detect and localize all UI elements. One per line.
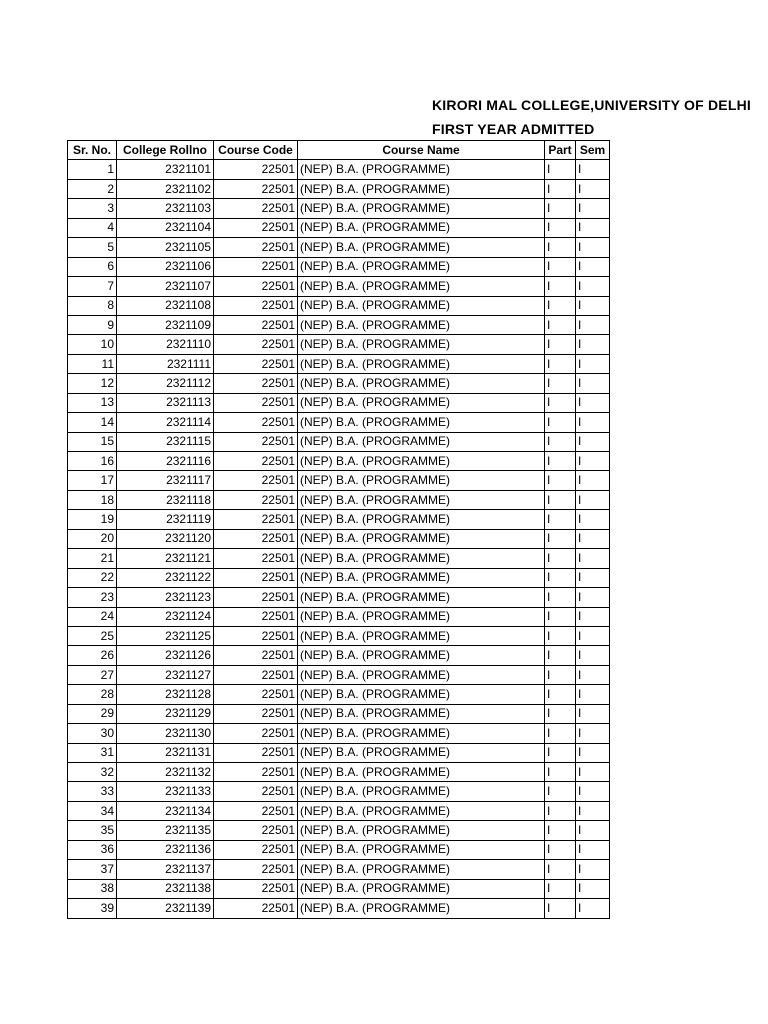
cell-sem: I <box>576 510 610 529</box>
table-row <box>68 432 610 451</box>
cell-college-rollno: 2321111 <box>117 354 214 373</box>
cell-part: I <box>545 549 576 568</box>
cell-sr-no: 22 <box>68 568 117 587</box>
cell-sr-no: 35 <box>68 821 117 840</box>
cell-college-rollno: 2321117 <box>117 471 214 490</box>
cell-sr-no: 33 <box>68 782 117 801</box>
cell-sem: I <box>576 665 610 684</box>
cell-course-code: 22501 <box>214 335 298 354</box>
cell-sr-no: 1 <box>68 160 117 179</box>
cell-part: I <box>545 685 576 704</box>
cell-course-name: (NEP) B.A. (PROGRAMME) <box>298 840 545 859</box>
cell-sem: I <box>576 685 610 704</box>
cell-course-name: (NEP) B.A. (PROGRAMME) <box>298 704 545 723</box>
cell-part: I <box>545 374 576 393</box>
cell-sr-no: 6 <box>68 257 117 276</box>
cell-sem: I <box>576 704 610 723</box>
cell-sr-no: 7 <box>68 277 117 296</box>
table-row <box>68 840 610 859</box>
cell-sr-no: 26 <box>68 646 117 665</box>
table-row <box>68 471 610 490</box>
cell-sr-no: 17 <box>68 471 117 490</box>
list-title: FIRST YEAR ADMITTED <box>432 121 595 137</box>
cell-course-name: (NEP) B.A. (PROGRAMME) <box>298 374 545 393</box>
cell-course-code: 22501 <box>214 238 298 257</box>
cell-college-rollno: 2321136 <box>117 840 214 859</box>
cell-part: I <box>545 704 576 723</box>
cell-sr-no: 31 <box>68 743 117 762</box>
cell-college-rollno: 2321119 <box>117 510 214 529</box>
cell-sem: I <box>576 529 610 548</box>
table-row <box>68 277 610 296</box>
cell-sem: I <box>576 646 610 665</box>
cell-course-code: 22501 <box>214 432 298 451</box>
cell-sr-no: 27 <box>68 665 117 684</box>
cell-course-name: (NEP) B.A. (PROGRAMME) <box>298 354 545 373</box>
cell-sem: I <box>576 763 610 782</box>
cell-part: I <box>545 724 576 743</box>
cell-sr-no: 11 <box>68 354 117 373</box>
cell-sr-no: 34 <box>68 801 117 820</box>
cell-course-code: 22501 <box>214 782 298 801</box>
cell-sr-no: 5 <box>68 238 117 257</box>
cell-sem: I <box>576 335 610 354</box>
cell-course-name: (NEP) B.A. (PROGRAMME) <box>298 238 545 257</box>
table-row <box>68 238 610 257</box>
cell-course-name: (NEP) B.A. (PROGRAMME) <box>298 452 545 471</box>
cell-part: I <box>545 821 576 840</box>
cell-part: I <box>545 199 576 218</box>
cell-course-name: (NEP) B.A. (PROGRAMME) <box>298 626 545 645</box>
cell-course-code: 22501 <box>214 374 298 393</box>
cell-part: I <box>545 801 576 820</box>
cell-college-rollno: 2321121 <box>117 549 214 568</box>
cell-course-name: (NEP) B.A. (PROGRAMME) <box>298 588 545 607</box>
cell-sr-no: 24 <box>68 607 117 626</box>
table-row <box>68 160 610 179</box>
table-row <box>68 704 610 723</box>
cell-sem: I <box>576 879 610 898</box>
cell-part: I <box>545 277 576 296</box>
cell-sr-no: 38 <box>68 879 117 898</box>
cell-college-rollno: 2321139 <box>117 899 214 918</box>
cell-part: I <box>545 782 576 801</box>
cell-sr-no: 3 <box>68 199 117 218</box>
table-row <box>68 199 610 218</box>
cell-part: I <box>545 840 576 859</box>
cell-part: I <box>545 860 576 879</box>
cell-course-code: 22501 <box>214 549 298 568</box>
cell-college-rollno: 2321130 <box>117 724 214 743</box>
cell-sr-no: 37 <box>68 860 117 879</box>
cell-college-rollno: 2321116 <box>117 452 214 471</box>
table-row <box>68 879 610 898</box>
cell-sem: I <box>576 782 610 801</box>
cell-sem: I <box>576 160 610 179</box>
cell-part: I <box>545 646 576 665</box>
cell-sr-no: 30 <box>68 724 117 743</box>
cell-college-rollno: 2321133 <box>117 782 214 801</box>
cell-college-rollno: 2321103 <box>117 199 214 218</box>
cell-sem: I <box>576 588 610 607</box>
cell-course-code: 22501 <box>214 724 298 743</box>
cell-part: I <box>545 607 576 626</box>
cell-course-code: 22501 <box>214 354 298 373</box>
table-row <box>68 821 610 840</box>
cell-sem: I <box>576 393 610 412</box>
table-row <box>68 646 610 665</box>
table-row <box>68 568 610 587</box>
cell-part: I <box>545 899 576 918</box>
table-row <box>68 665 610 684</box>
table-row <box>68 724 610 743</box>
cell-course-code: 22501 <box>214 179 298 198</box>
cell-sr-no: 12 <box>68 374 117 393</box>
cell-course-code: 22501 <box>214 665 298 684</box>
cell-course-name: (NEP) B.A. (PROGRAMME) <box>298 413 545 432</box>
cell-sem: I <box>576 549 610 568</box>
cell-college-rollno: 2321138 <box>117 879 214 898</box>
table-row <box>68 296 610 315</box>
cell-course-code: 22501 <box>214 510 298 529</box>
cell-sr-no: 16 <box>68 452 117 471</box>
admission-table <box>67 140 610 919</box>
cell-college-rollno: 2321118 <box>117 490 214 509</box>
cell-course-name: (NEP) B.A. (PROGRAMME) <box>298 646 545 665</box>
cell-course-code: 22501 <box>214 607 298 626</box>
cell-sem: I <box>576 743 610 762</box>
cell-course-name: (NEP) B.A. (PROGRAMME) <box>298 549 545 568</box>
table-row <box>68 510 610 529</box>
cell-sem: I <box>576 238 610 257</box>
header-part: Part <box>545 141 576 160</box>
table-row <box>68 374 610 393</box>
cell-course-code: 22501 <box>214 763 298 782</box>
cell-course-code: 22501 <box>214 840 298 859</box>
cell-sem: I <box>576 490 610 509</box>
table-row <box>68 335 610 354</box>
table-header-row <box>68 141 610 160</box>
cell-college-rollno: 2321134 <box>117 801 214 820</box>
cell-sr-no: 21 <box>68 549 117 568</box>
table-row <box>68 626 610 645</box>
table-row <box>68 257 610 276</box>
cell-college-rollno: 2321128 <box>117 685 214 704</box>
cell-college-rollno: 2321126 <box>117 646 214 665</box>
cell-college-rollno: 2321101 <box>117 160 214 179</box>
cell-part: I <box>545 626 576 645</box>
cell-course-name: (NEP) B.A. (PROGRAMME) <box>298 685 545 704</box>
cell-course-code: 22501 <box>214 568 298 587</box>
cell-college-rollno: 2321120 <box>117 529 214 548</box>
cell-college-rollno: 2321108 <box>117 296 214 315</box>
cell-part: I <box>545 568 576 587</box>
cell-course-name: (NEP) B.A. (PROGRAMME) <box>298 821 545 840</box>
cell-part: I <box>545 529 576 548</box>
cell-course-name: (NEP) B.A. (PROGRAMME) <box>298 393 545 412</box>
cell-sem: I <box>576 199 610 218</box>
cell-part: I <box>545 160 576 179</box>
cell-course-name: (NEP) B.A. (PROGRAMME) <box>298 665 545 684</box>
cell-course-name: (NEP) B.A. (PROGRAMME) <box>298 160 545 179</box>
college-title: KIRORI MAL COLLEGE,UNIVERSITY OF DELHI <box>432 97 751 113</box>
cell-course-name: (NEP) B.A. (PROGRAMME) <box>298 763 545 782</box>
table-row <box>68 607 610 626</box>
cell-course-name: (NEP) B.A. (PROGRAMME) <box>298 218 545 237</box>
header-course-code: Course Code <box>214 141 298 160</box>
table-row <box>68 743 610 762</box>
cell-sr-no: 23 <box>68 588 117 607</box>
cell-sem: I <box>576 626 610 645</box>
cell-course-code: 22501 <box>214 296 298 315</box>
table-row <box>68 413 610 432</box>
cell-course-code: 22501 <box>214 160 298 179</box>
cell-college-rollno: 2321110 <box>117 335 214 354</box>
cell-college-rollno: 2321135 <box>117 821 214 840</box>
cell-course-code: 22501 <box>214 413 298 432</box>
cell-sr-no: 19 <box>68 510 117 529</box>
cell-part: I <box>545 763 576 782</box>
cell-college-rollno: 2321127 <box>117 665 214 684</box>
cell-sr-no: 29 <box>68 704 117 723</box>
cell-college-rollno: 2321122 <box>117 568 214 587</box>
cell-college-rollno: 2321125 <box>117 626 214 645</box>
cell-sr-no: 18 <box>68 490 117 509</box>
cell-sem: I <box>576 724 610 743</box>
cell-course-name: (NEP) B.A. (PROGRAMME) <box>298 315 545 334</box>
cell-sr-no: 20 <box>68 529 117 548</box>
cell-course-name: (NEP) B.A. (PROGRAMME) <box>298 510 545 529</box>
sheet-title-block <box>0 92 751 144</box>
cell-part: I <box>545 471 576 490</box>
cell-course-name: (NEP) B.A. (PROGRAMME) <box>298 179 545 198</box>
cell-course-code: 22501 <box>214 704 298 723</box>
cell-course-name: (NEP) B.A. (PROGRAMME) <box>298 568 545 587</box>
table-row <box>68 860 610 879</box>
table-body <box>68 160 610 918</box>
cell-sr-no: 2 <box>68 179 117 198</box>
table-row <box>68 218 610 237</box>
cell-sr-no: 28 <box>68 685 117 704</box>
cell-course-code: 22501 <box>214 452 298 471</box>
cell-course-code: 22501 <box>214 315 298 334</box>
cell-part: I <box>545 588 576 607</box>
table-row <box>68 685 610 704</box>
cell-course-name: (NEP) B.A. (PROGRAMME) <box>298 432 545 451</box>
table-row <box>68 452 610 471</box>
cell-part: I <box>545 452 576 471</box>
cell-sem: I <box>576 413 610 432</box>
cell-sem: I <box>576 218 610 237</box>
cell-college-rollno: 2321129 <box>117 704 214 723</box>
table-row <box>68 490 610 509</box>
cell-part: I <box>545 510 576 529</box>
cell-sem: I <box>576 452 610 471</box>
cell-college-rollno: 2321114 <box>117 413 214 432</box>
cell-sem: I <box>576 315 610 334</box>
cell-course-code: 22501 <box>214 801 298 820</box>
header-sem: Sem <box>576 141 610 160</box>
cell-college-rollno: 2321115 <box>117 432 214 451</box>
cell-college-rollno: 2321123 <box>117 588 214 607</box>
cell-part: I <box>545 257 576 276</box>
cell-sem: I <box>576 374 610 393</box>
cell-course-code: 22501 <box>214 685 298 704</box>
cell-course-code: 22501 <box>214 471 298 490</box>
cell-course-name: (NEP) B.A. (PROGRAMME) <box>298 199 545 218</box>
cell-sem: I <box>576 568 610 587</box>
table-row <box>68 393 610 412</box>
table-row <box>68 801 610 820</box>
cell-part: I <box>545 238 576 257</box>
cell-course-name: (NEP) B.A. (PROGRAMME) <box>298 743 545 762</box>
cell-sr-no: 8 <box>68 296 117 315</box>
table-row <box>68 354 610 373</box>
cell-sr-no: 14 <box>68 413 117 432</box>
table-row <box>68 549 610 568</box>
header-sr-no: Sr. No. <box>68 141 117 160</box>
cell-college-rollno: 2321106 <box>117 257 214 276</box>
cell-course-name: (NEP) B.A. (PROGRAMME) <box>298 529 545 548</box>
cell-course-name: (NEP) B.A. (PROGRAMME) <box>298 257 545 276</box>
cell-sem: I <box>576 432 610 451</box>
table-row <box>68 315 610 334</box>
cell-sem: I <box>576 860 610 879</box>
cell-course-code: 22501 <box>214 879 298 898</box>
cell-course-code: 22501 <box>214 277 298 296</box>
cell-course-name: (NEP) B.A. (PROGRAMME) <box>298 296 545 315</box>
cell-college-rollno: 2321105 <box>117 238 214 257</box>
cell-sr-no: 32 <box>68 763 117 782</box>
cell-sr-no: 25 <box>68 626 117 645</box>
cell-part: I <box>545 665 576 684</box>
cell-part: I <box>545 743 576 762</box>
table-row <box>68 179 610 198</box>
cell-sem: I <box>576 821 610 840</box>
table-row <box>68 782 610 801</box>
cell-college-rollno: 2321102 <box>117 179 214 198</box>
cell-course-code: 22501 <box>214 257 298 276</box>
cell-sem: I <box>576 179 610 198</box>
cell-course-code: 22501 <box>214 218 298 237</box>
header-college-rollno: College Rollno <box>117 141 214 160</box>
cell-college-rollno: 2321112 <box>117 374 214 393</box>
cell-sr-no: 10 <box>68 335 117 354</box>
cell-part: I <box>545 296 576 315</box>
cell-part: I <box>545 413 576 432</box>
cell-part: I <box>545 354 576 373</box>
cell-college-rollno: 2321104 <box>117 218 214 237</box>
cell-sr-no: 39 <box>68 899 117 918</box>
cell-sr-no: 4 <box>68 218 117 237</box>
cell-college-rollno: 2321124 <box>117 607 214 626</box>
cell-sem: I <box>576 257 610 276</box>
cell-course-name: (NEP) B.A. (PROGRAMME) <box>298 471 545 490</box>
cell-course-code: 22501 <box>214 860 298 879</box>
cell-sr-no: 9 <box>68 315 117 334</box>
cell-sem: I <box>576 277 610 296</box>
cell-part: I <box>545 393 576 412</box>
table-row <box>68 529 610 548</box>
cell-college-rollno: 2321109 <box>117 315 214 334</box>
cell-course-code: 22501 <box>214 199 298 218</box>
cell-course-name: (NEP) B.A. (PROGRAMME) <box>298 335 545 354</box>
cell-course-name: (NEP) B.A. (PROGRAMME) <box>298 724 545 743</box>
cell-course-name: (NEP) B.A. (PROGRAMME) <box>298 607 545 626</box>
cell-course-code: 22501 <box>214 899 298 918</box>
header-course-name: Course Name <box>298 141 545 160</box>
cell-part: I <box>545 335 576 354</box>
cell-course-code: 22501 <box>214 743 298 762</box>
cell-course-name: (NEP) B.A. (PROGRAMME) <box>298 860 545 879</box>
cell-college-rollno: 2321132 <box>117 763 214 782</box>
cell-part: I <box>545 179 576 198</box>
cell-course-code: 22501 <box>214 646 298 665</box>
cell-course-code: 22501 <box>214 529 298 548</box>
cell-course-name: (NEP) B.A. (PROGRAMME) <box>298 277 545 296</box>
table-row <box>68 588 610 607</box>
cell-sem: I <box>576 899 610 918</box>
table-row <box>68 899 610 918</box>
cell-college-rollno: 2321131 <box>117 743 214 762</box>
cell-course-name: (NEP) B.A. (PROGRAMME) <box>298 879 545 898</box>
cell-course-code: 22501 <box>214 626 298 645</box>
cell-college-rollno: 2321137 <box>117 860 214 879</box>
cell-sem: I <box>576 354 610 373</box>
cell-sem: I <box>576 801 610 820</box>
cell-part: I <box>545 218 576 237</box>
cell-course-code: 22501 <box>214 588 298 607</box>
cell-sem: I <box>576 607 610 626</box>
cell-course-name: (NEP) B.A. (PROGRAMME) <box>298 782 545 801</box>
cell-part: I <box>545 432 576 451</box>
cell-course-code: 22501 <box>214 821 298 840</box>
cell-course-name: (NEP) B.A. (PROGRAMME) <box>298 801 545 820</box>
cell-course-name: (NEP) B.A. (PROGRAMME) <box>298 490 545 509</box>
cell-sem: I <box>576 296 610 315</box>
cell-course-name: (NEP) B.A. (PROGRAMME) <box>298 899 545 918</box>
table-row <box>68 763 610 782</box>
cell-sem: I <box>576 840 610 859</box>
cell-course-code: 22501 <box>214 490 298 509</box>
cell-course-code: 22501 <box>214 393 298 412</box>
cell-part: I <box>545 879 576 898</box>
cell-part: I <box>545 315 576 334</box>
cell-college-rollno: 2321107 <box>117 277 214 296</box>
cell-sr-no: 15 <box>68 432 117 451</box>
cell-part: I <box>545 490 576 509</box>
cell-college-rollno: 2321113 <box>117 393 214 412</box>
cell-sr-no: 13 <box>68 393 117 412</box>
cell-sem: I <box>576 471 610 490</box>
cell-sr-no: 36 <box>68 840 117 859</box>
